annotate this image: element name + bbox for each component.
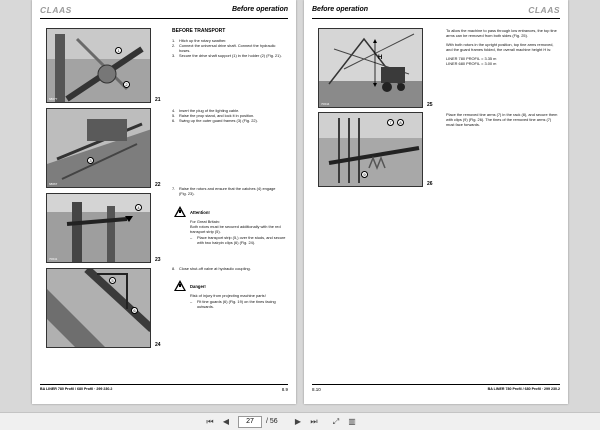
callout-2: 2 — [123, 81, 130, 88]
warning-triangle-icon — [174, 206, 186, 217]
last-page-icon[interactable]: ⏭ — [310, 417, 318, 426]
steps-block-3: 7. Raise the rotors and ensure that the catches (4) engage (Fig. 23). — [172, 186, 276, 196]
page-footer — [312, 384, 560, 394]
fit-page-icon[interactable]: ⤢ — [332, 417, 340, 426]
manual-page-right — [304, 0, 568, 404]
height-label-h: H — [378, 55, 383, 61]
danger-text: Risk of injury from projecting machine parts! – Fit tine guards (6) (Fig. 19) on the tines facing outwards. — [190, 293, 276, 309]
manual-page-left — [32, 0, 296, 404]
callout-5: 5 — [109, 277, 116, 284]
prev-page-icon[interactable]: ◀ — [222, 417, 230, 426]
two-page-view-icon[interactable]: ▥ — [348, 417, 356, 426]
next-page-icon[interactable]: ▶ — [294, 417, 302, 426]
callout-8: 8 — [397, 119, 404, 126]
figure-number: 22 — [155, 182, 161, 188]
claas-logo: CLAAS — [528, 5, 560, 15]
figure-number: 21 — [155, 97, 161, 103]
figure-number: 23 — [155, 257, 161, 263]
figure-22-photo — [46, 108, 151, 188]
attention-title: Attention! — [190, 210, 210, 215]
figure-26-photo — [318, 112, 423, 187]
page-header — [40, 5, 288, 19]
figure-number: 24 — [155, 342, 161, 348]
tine-arm-rack-photo-icon — [319, 113, 423, 187]
claas-logo: CLAAS — [40, 5, 72, 15]
callout-1: 1 — [115, 47, 122, 54]
steps-block-2: 4. Insert the plug of the lighting cable. 5. Raise the prop stand, and lock it in position. 6. Swing up the outer guard frames (3) (Fig. 22). — [172, 108, 258, 123]
danger-triangle-icon — [174, 280, 186, 291]
callout-4: 4 — [135, 204, 142, 211]
guard-frame-photo-icon — [47, 109, 151, 188]
callout-7: 7 — [387, 119, 394, 126]
figure-21-photo — [46, 28, 151, 103]
low-entrance-text: To allow the machine to pass through low entrances, the top tine arms can be removed from both sides (Fig. 25). With both rotors in the upright position, top tine arms removed, and the guard frames folded, the overall machine height H is: LINER 780 PROFIL = 3.35 m LINER 680 PROFIL = 3.00 m — [446, 28, 557, 66]
footer-page-number: 8.10 — [312, 387, 321, 392]
first-page-icon[interactable]: ⏮ — [206, 417, 214, 426]
callout-6: 6 — [131, 307, 138, 314]
page-footer — [40, 384, 288, 394]
steps-block-4: 8. Close shut-off valve at hydraulic coupling. — [172, 266, 251, 271]
figure-25-photo — [318, 28, 423, 108]
callout-9: 9 — [361, 171, 368, 178]
photo-code: 70644 — [321, 102, 330, 106]
machine-height-photo-icon — [319, 29, 423, 108]
danger-title: Danger! — [190, 284, 206, 289]
photo-code: 68667 — [49, 182, 58, 186]
page-number-input[interactable]: 27 — [238, 416, 262, 428]
section-title: BEFORE TRANSPORT — [172, 28, 226, 34]
figure-number: 25 — [427, 102, 433, 108]
tine-arm-storage-text: Place the removed tine arms (7) in the rack (8), and secure them with clips (9) (Fig. 26). The tines of the removed tine arms (7) must face forwards. — [446, 112, 558, 127]
header-title: Before operation — [312, 6, 369, 13]
footer-page-number: 8.9 — [281, 387, 288, 392]
callout-3: 3 — [87, 157, 94, 164]
photo-code: 70641 — [49, 257, 58, 261]
viewer-toolbar — [0, 412, 600, 430]
footer-doc-id: BA LINER 780 Profil / 680 Profil · 299 230.2 — [40, 387, 113, 391]
drive-shaft-photo-icon — [47, 29, 151, 103]
page-header — [312, 5, 560, 19]
steps-block-1: 1. Hitch up the rotary swather. 2. Connect the universal drive shaft. Connect the hydraulic hoses. 3. Secure the drive shaft support (1) in the holder (2) (Fig. 21). — [172, 38, 282, 58]
figure-number: 26 — [427, 181, 433, 187]
figure-23-photo — [46, 193, 151, 263]
photo-code: 68677 — [49, 97, 58, 101]
footer-doc-id: BA LINER 780 Profil / 680 Profil · 299 230.2 — [487, 387, 560, 391]
total-pages: / 56 — [266, 418, 278, 425]
attention-text: For Great Britain: Both rotors must be secured additionally with the red transport strip (5). – Place transport strip (5,) over the studs, and secure with two hairpin clips (6) (Fig. 24). — [190, 219, 286, 245]
figure-24-photo — [46, 268, 151, 348]
header-title: Before operation — [231, 6, 288, 13]
